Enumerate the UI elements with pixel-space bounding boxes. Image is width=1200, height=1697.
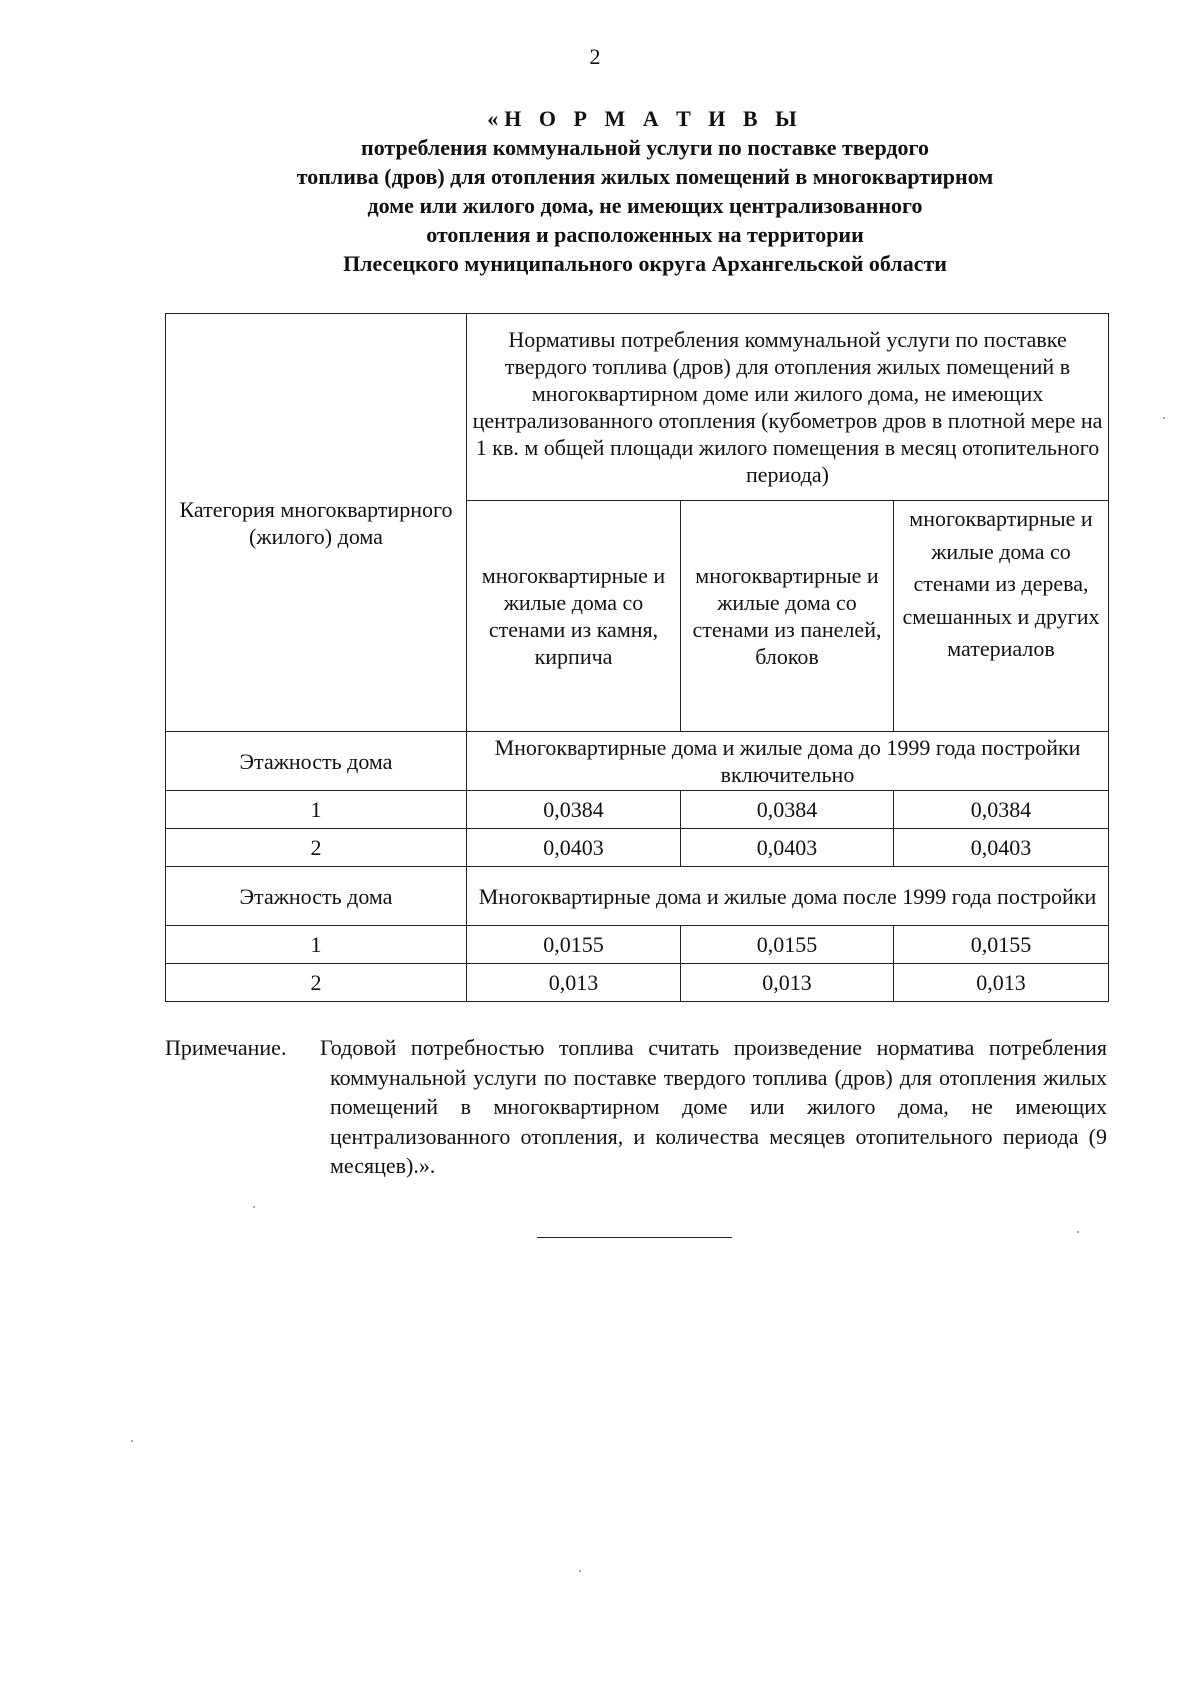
scan-speck — [253, 1206, 255, 1208]
section-row — [166, 867, 1109, 926]
note-label: Примечание. — [165, 1035, 287, 1060]
floors-value: 1 — [166, 791, 467, 829]
table-row — [166, 829, 1109, 867]
norm-value: 0,0403 — [467, 829, 681, 867]
norm-value: 0,0403 — [894, 829, 1109, 867]
document-title — [140, 104, 1150, 278]
title-line: потребления коммунальной услуги по поставке твердого — [361, 135, 929, 160]
wall-type-wood: многоквартирные и жилые дома со стенами из дерева, смешанных и других материалов — [894, 501, 1109, 732]
floors-value: 1 — [166, 926, 467, 964]
note-text: Годовой потребностью топлива считать произведение норматива потребления коммунальной услуги по поставке твердого топлива (дров) для отопления жилых помещений в многоквартирном доме или жилого дома, не имеющих централизованного отопления, и количества месяцев отопительного периода (9 месяцев).». — [320, 1035, 1107, 1178]
norm-value: 0,0155 — [467, 926, 681, 964]
title-line: отопления и расположенных на территории — [426, 222, 864, 247]
scan-speck — [131, 1440, 133, 1442]
floors-value: 2 — [166, 829, 467, 867]
title-main: «Н О Р М А Т И В Ы — [487, 106, 803, 131]
end-divider — [537, 1237, 732, 1238]
norms-header-cell: Нормативы потребления коммунальной услуги по поставке твердого топлива (дров) для отопления жилых помещений в многоквартирном доме или жилого дома, не имеющих централизованного отопления (кубометров дров в плотной мере на 1 кв. м общей площади жилого помещения в месяц отопительного периода) — [467, 314, 1109, 501]
wall-type-stone: многоквартирные и жилые дома со стенами из камня, кирпича — [467, 501, 681, 732]
title-line: доме или жилого дома, не имеющих централизованного — [367, 193, 923, 218]
category-header-cell: Категория многоквартирного (жилого) дома — [166, 314, 467, 732]
table-row — [166, 926, 1109, 964]
scan-speck — [1163, 417, 1165, 419]
scan-speck — [1077, 1231, 1079, 1233]
table-row — [166, 791, 1109, 829]
table-row — [166, 964, 1109, 1002]
period-label: Многоквартирные дома и жилые дома до 1999 года постройки включительно — [467, 732, 1109, 791]
note — [165, 1033, 1107, 1181]
norm-value: 0,0155 — [894, 926, 1109, 964]
title-line: топлива (дров) для отопления жилых помещений в многоквартирном — [296, 164, 994, 189]
norm-value: 0,0384 — [467, 791, 681, 829]
norm-value: 0,0384 — [894, 791, 1109, 829]
norms-table — [165, 313, 1109, 1002]
scan-speck — [579, 1570, 581, 1572]
norm-value: 0,013 — [467, 964, 681, 1002]
norm-value: 0,013 — [894, 964, 1109, 1002]
section-row — [166, 732, 1109, 791]
table-header-row — [166, 314, 1109, 501]
page-number: 2 — [589, 44, 601, 69]
norm-value: 0,0384 — [681, 791, 894, 829]
period-label: Многоквартирные дома и жилые дома после 1999 года постройки — [467, 867, 1109, 926]
title-line: Плесецкого муниципального округа Архангельской области — [343, 251, 947, 276]
floors-value: 2 — [166, 964, 467, 1002]
norm-value: 0,0155 — [681, 926, 894, 964]
wall-type-panel: многоквартирные и жилые дома со стенами из панелей, блоков — [681, 501, 894, 732]
floors-label: Этажность дома — [166, 867, 467, 926]
floors-label: Этажность дома — [166, 732, 467, 791]
norm-value: 0,0403 — [681, 829, 894, 867]
norm-value: 0,013 — [681, 964, 894, 1002]
